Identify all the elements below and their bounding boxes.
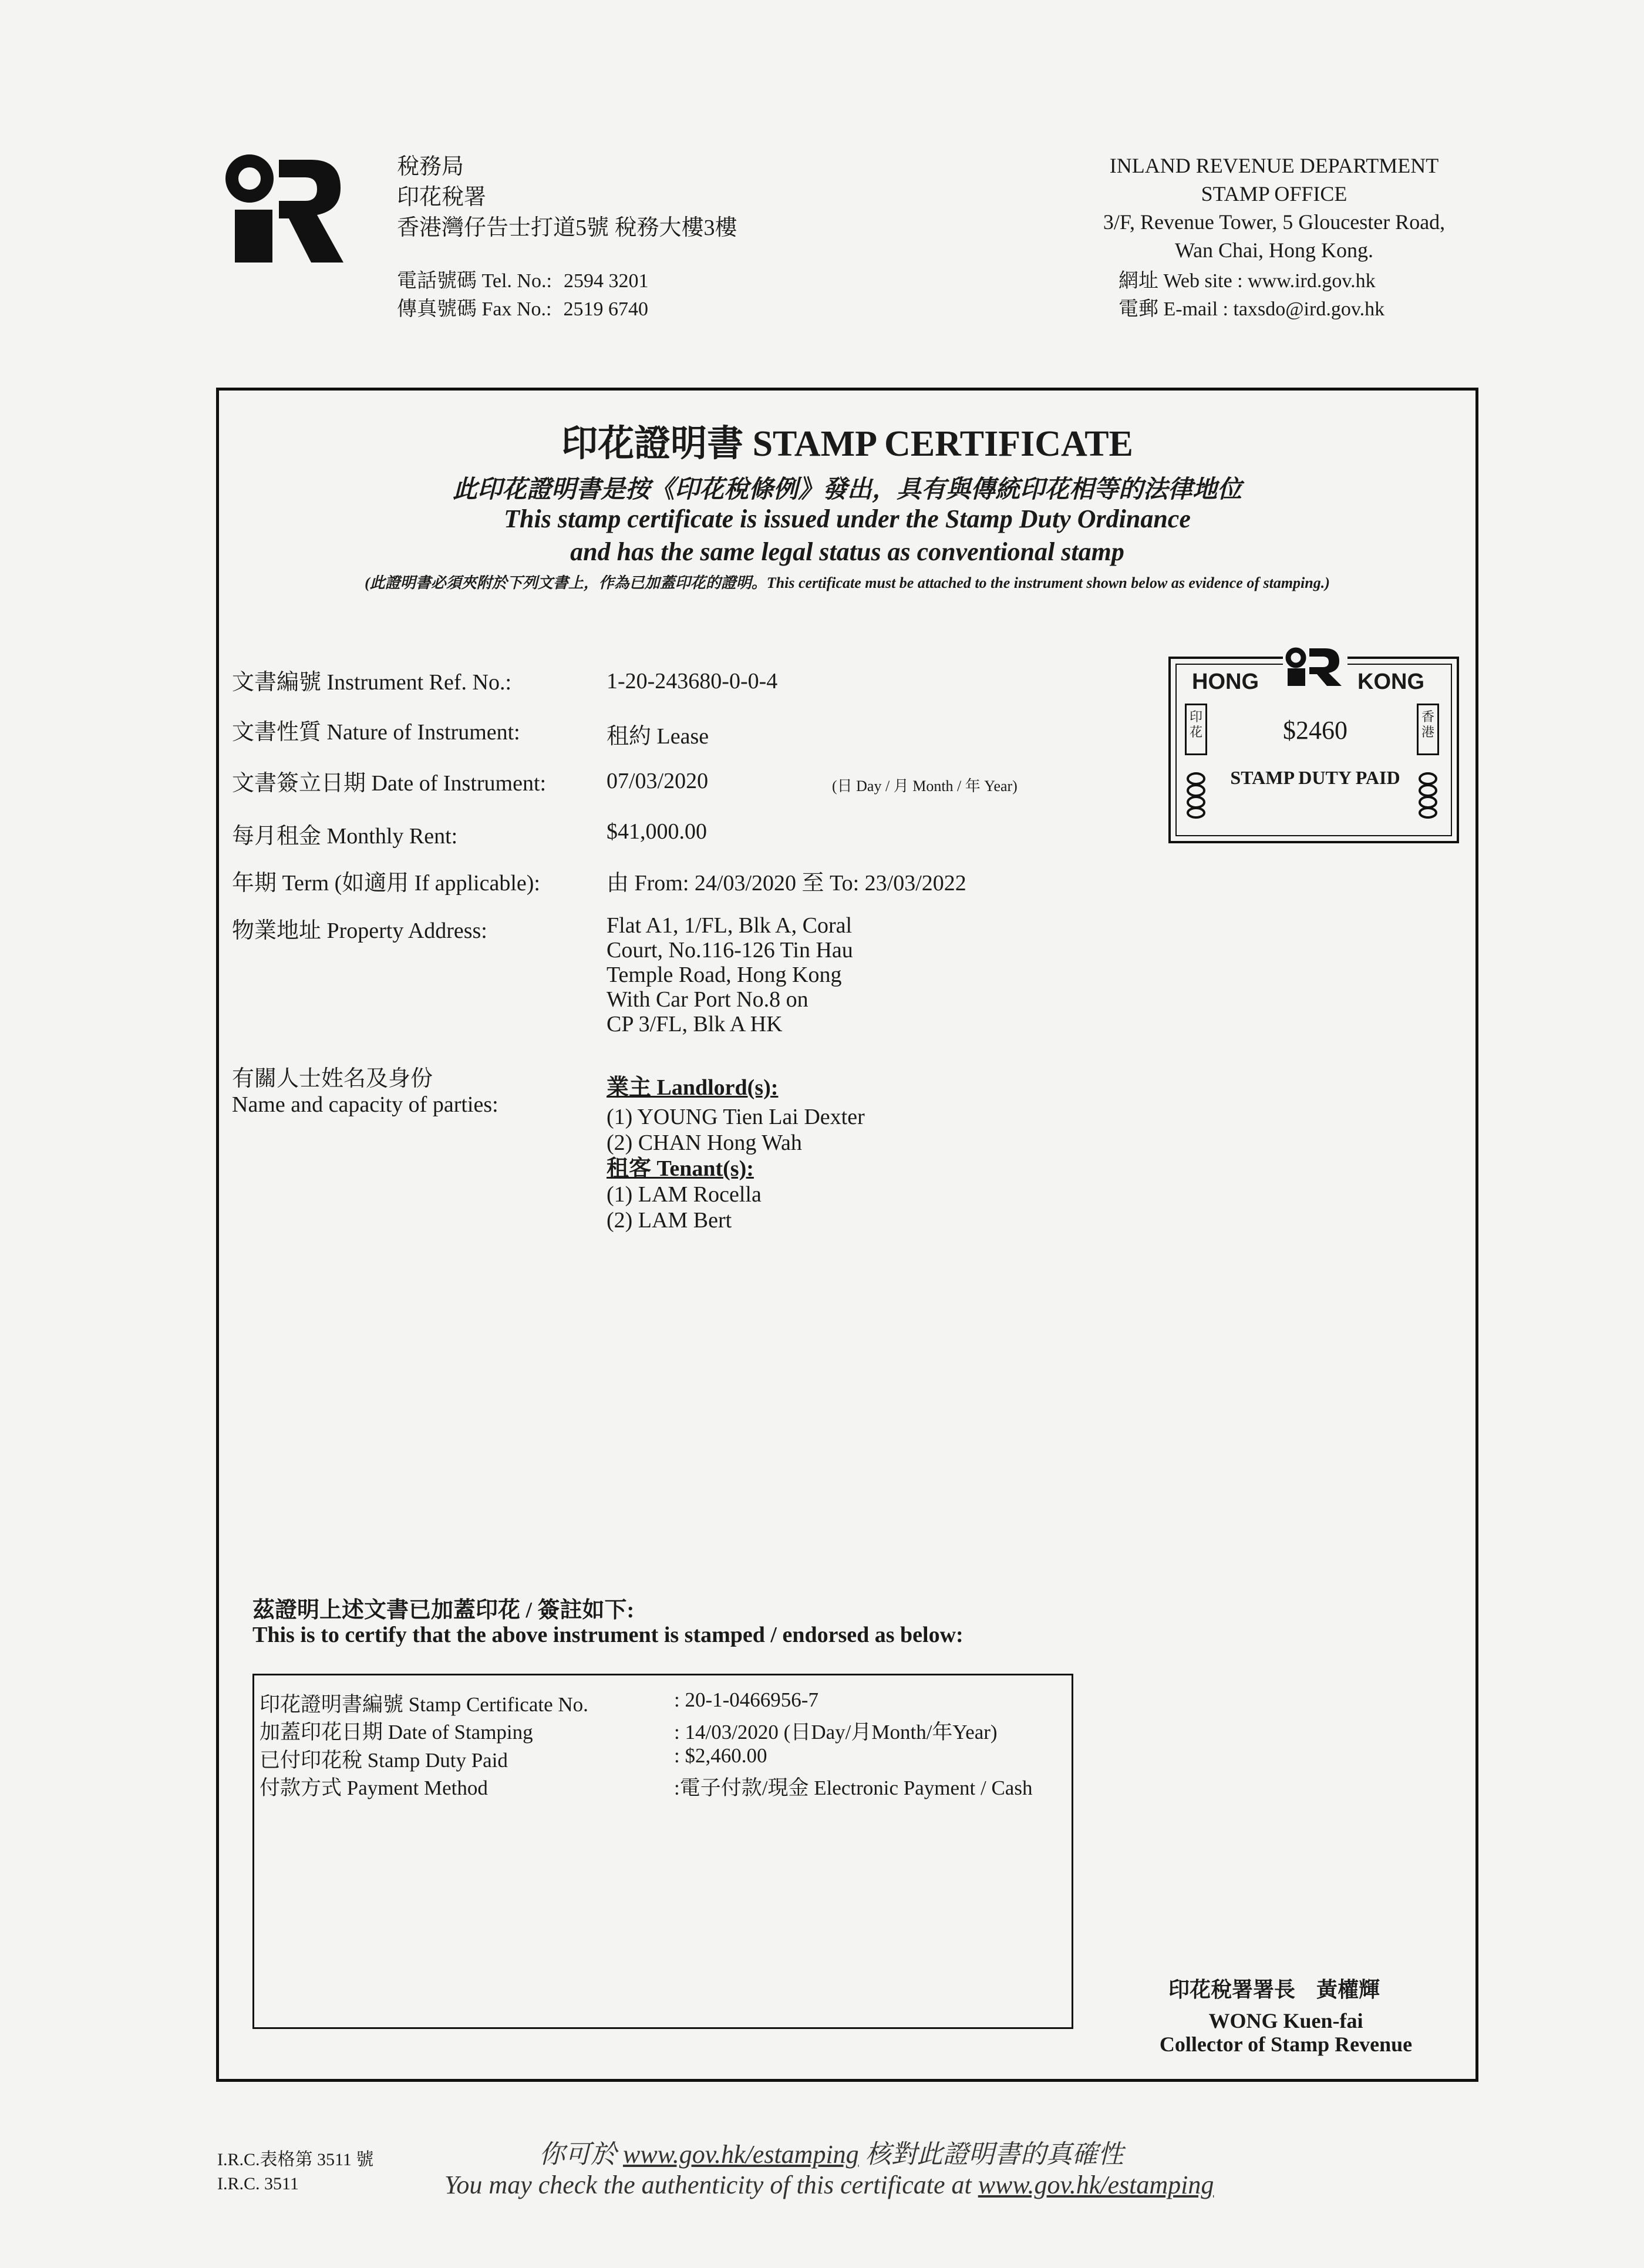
email[interactable]: 電郵 E-mail : taxsdo@ird.gov.hk <box>1119 298 1385 320</box>
form-number-en: I.R.C. 3511 <box>217 2174 299 2193</box>
attachment-note: (此證明書必須夾附於下列文書上，作為已加蓋印花的證明。This certificate must be attached to the instrument shown below as evidence of stamping.) <box>365 574 1330 591</box>
fax-value: 2519 6740 <box>563 298 648 320</box>
stamp-kong: KONG <box>1357 669 1424 694</box>
endorsement-label: 印花證明書編號 Stamp Certificate No. <box>260 1693 588 1716</box>
nature-value: 租約 Lease <box>607 724 709 749</box>
subtitle-en-1: This stamp certificate is issued under the Stamp Duty Ordinance <box>504 504 1191 533</box>
parties-list <box>607 1075 865 1233</box>
dept-cn: 稅務局 <box>397 154 464 179</box>
tenant-item: (2) LAM Bert <box>607 1208 732 1233</box>
address-line: With Car Port No.8 on <box>607 987 808 1012</box>
property-address <box>607 913 853 1037</box>
endorsement-label: 付款方式 Payment Method <box>260 1776 488 1799</box>
tenant-item: (1) LAM Rocella <box>607 1182 762 1207</box>
landlord-item: (2) CHAN Hong Wah <box>607 1130 802 1155</box>
tel-label: 電話號碼 Tel. No.: <box>397 270 552 292</box>
header-chinese-address <box>397 152 737 243</box>
address-line: Court, No.116-126 Tin Hau <box>607 938 853 963</box>
office-cn: 印花稅署 <box>397 185 487 210</box>
header-web <box>1119 267 1384 324</box>
address-en-1: 3/F, Revenue Tower, 5 Gloucester Road, <box>1103 210 1446 234</box>
subtitle-cn: 此印花證明書是按《印花稅條例》發出，具有與傳統印花相等的法律地位 <box>452 476 1242 503</box>
tenant-heading: 租客 Tenant(s): <box>607 1156 754 1181</box>
term-value: 由 From: 24/03/2020 至 To: 23/03/2022 <box>607 871 966 896</box>
stamp-ird-logo-icon <box>1283 646 1347 687</box>
rent-value: $41,000.00 <box>607 819 707 844</box>
date-format: (日 Day / 月 Month / 年 Year) <box>832 778 1018 795</box>
nature-label: 文書性質 Nature of Instrument: <box>232 720 520 745</box>
certify-heading-en: This is to certify that the above instrument is stamped / endorsed as below: <box>252 1623 964 1647</box>
estamping-link[interactable]: www.gov.hk/estamping <box>978 2171 1214 2199</box>
ird-logo <box>223 154 346 265</box>
ref-label: 文書編號 Instrument Ref. No.: <box>232 670 512 695</box>
verify-note-en <box>444 2170 1214 2200</box>
certificate-title: 印花證明書 STAMP CERTIFICATE <box>561 424 1133 464</box>
stamp-hong: HONG <box>1192 669 1259 694</box>
verify-en-pre: You may check the authenticity of this certificate at <box>444 2171 972 2199</box>
fax-label: 傳真號碼 Fax No.: <box>397 298 552 320</box>
estamping-link[interactable]: www.gov.hk/estamping <box>623 2140 859 2169</box>
address-line: CP 3/FL, Blk A HK <box>607 1012 783 1037</box>
endorsement-value: : $2,460.00 <box>674 1744 767 1767</box>
parties-label <box>232 1066 498 1118</box>
address-label: 物業地址 Property Address: <box>232 918 487 943</box>
date-label: 文書簽立日期 Date of Instrument: <box>232 771 547 796</box>
address-cn: 香港灣仔告士打道5號 稅務大樓3樓 <box>397 216 737 240</box>
landlord-item: (1) YOUNG Tien Lai Dexter <box>607 1105 865 1129</box>
signatory-name: WONG Kuen-fai <box>1208 2009 1363 2033</box>
endorsement-value: : 20-1-0466956-7 <box>674 1688 818 1711</box>
parties-label-cn: 有關人士姓名及身份 <box>232 1066 433 1091</box>
endorsement-value: : 14/03/2020 (日Day/月Month/年Year) <box>674 1721 998 1744</box>
subtitle-en-2: and has the same legal status as conventional stamp <box>570 537 1124 566</box>
office-en: STAMP OFFICE <box>1201 182 1347 206</box>
endorsement-label: 加蓋印花日期 Date of Stamping <box>260 1721 533 1744</box>
signatory-title-en: Collector of Stamp Revenue <box>1159 2033 1413 2056</box>
address-line: Temple Road, Hong Kong <box>607 963 842 987</box>
term-label: 年期 Term (如適用 If applicable): <box>232 871 540 896</box>
ref-value: 1-20-243680-0-0-4 <box>607 669 778 694</box>
date-value: 07/03/2020 <box>607 769 709 793</box>
dept-en: INLAND REVENUE DEPARTMENT <box>1109 154 1439 177</box>
endorsement-value: :電子付款/現金 Electronic Payment / Cash <box>674 1776 1033 1799</box>
endorsement-label: 已付印花稅 Stamp Duty Paid <box>260 1749 508 1772</box>
parties-label-en: Name and capacity of parties: <box>232 1092 498 1117</box>
stamp-paid-text: STAMP DUTY PAID <box>1230 767 1400 788</box>
coin-ornament-icon <box>1417 770 1439 820</box>
header-english-address <box>1051 152 1497 264</box>
stamp-seal-left: 印花 <box>1185 704 1207 755</box>
verify-cn-post: 核對此證明書的真確性 <box>865 2140 1124 2169</box>
website[interactable]: 網址 Web site : www.ird.gov.hk <box>1119 270 1376 292</box>
form-number-cn: I.R.C.表格第 3511 號 <box>217 2150 374 2169</box>
certify-heading-cn: 茲證明上述文書已加蓋印花 / 簽註如下: <box>252 1598 635 1623</box>
verify-note-cn <box>539 2133 1124 2171</box>
rent-label: 每月租金 Monthly Rent: <box>232 824 458 849</box>
header-contact <box>397 267 648 324</box>
coin-ornament-icon <box>1185 770 1207 820</box>
verify-cn-pre: 你可於 <box>539 2140 616 2169</box>
signatory-title-cn: 印花稅署署長 黃權輝 <box>1168 1978 1380 2001</box>
landlord-heading: 業主 Landlord(s): <box>607 1075 779 1100</box>
stamp-seal-right: 香港 <box>1417 704 1439 755</box>
address-en-2: Wan Chai, Hong Kong. <box>1174 238 1374 262</box>
tel-value: 2594 3201 <box>563 270 649 292</box>
address-line: Flat A1, 1/FL, Blk A, Coral <box>607 913 853 938</box>
stamp-amount: $2460 <box>1283 716 1347 745</box>
